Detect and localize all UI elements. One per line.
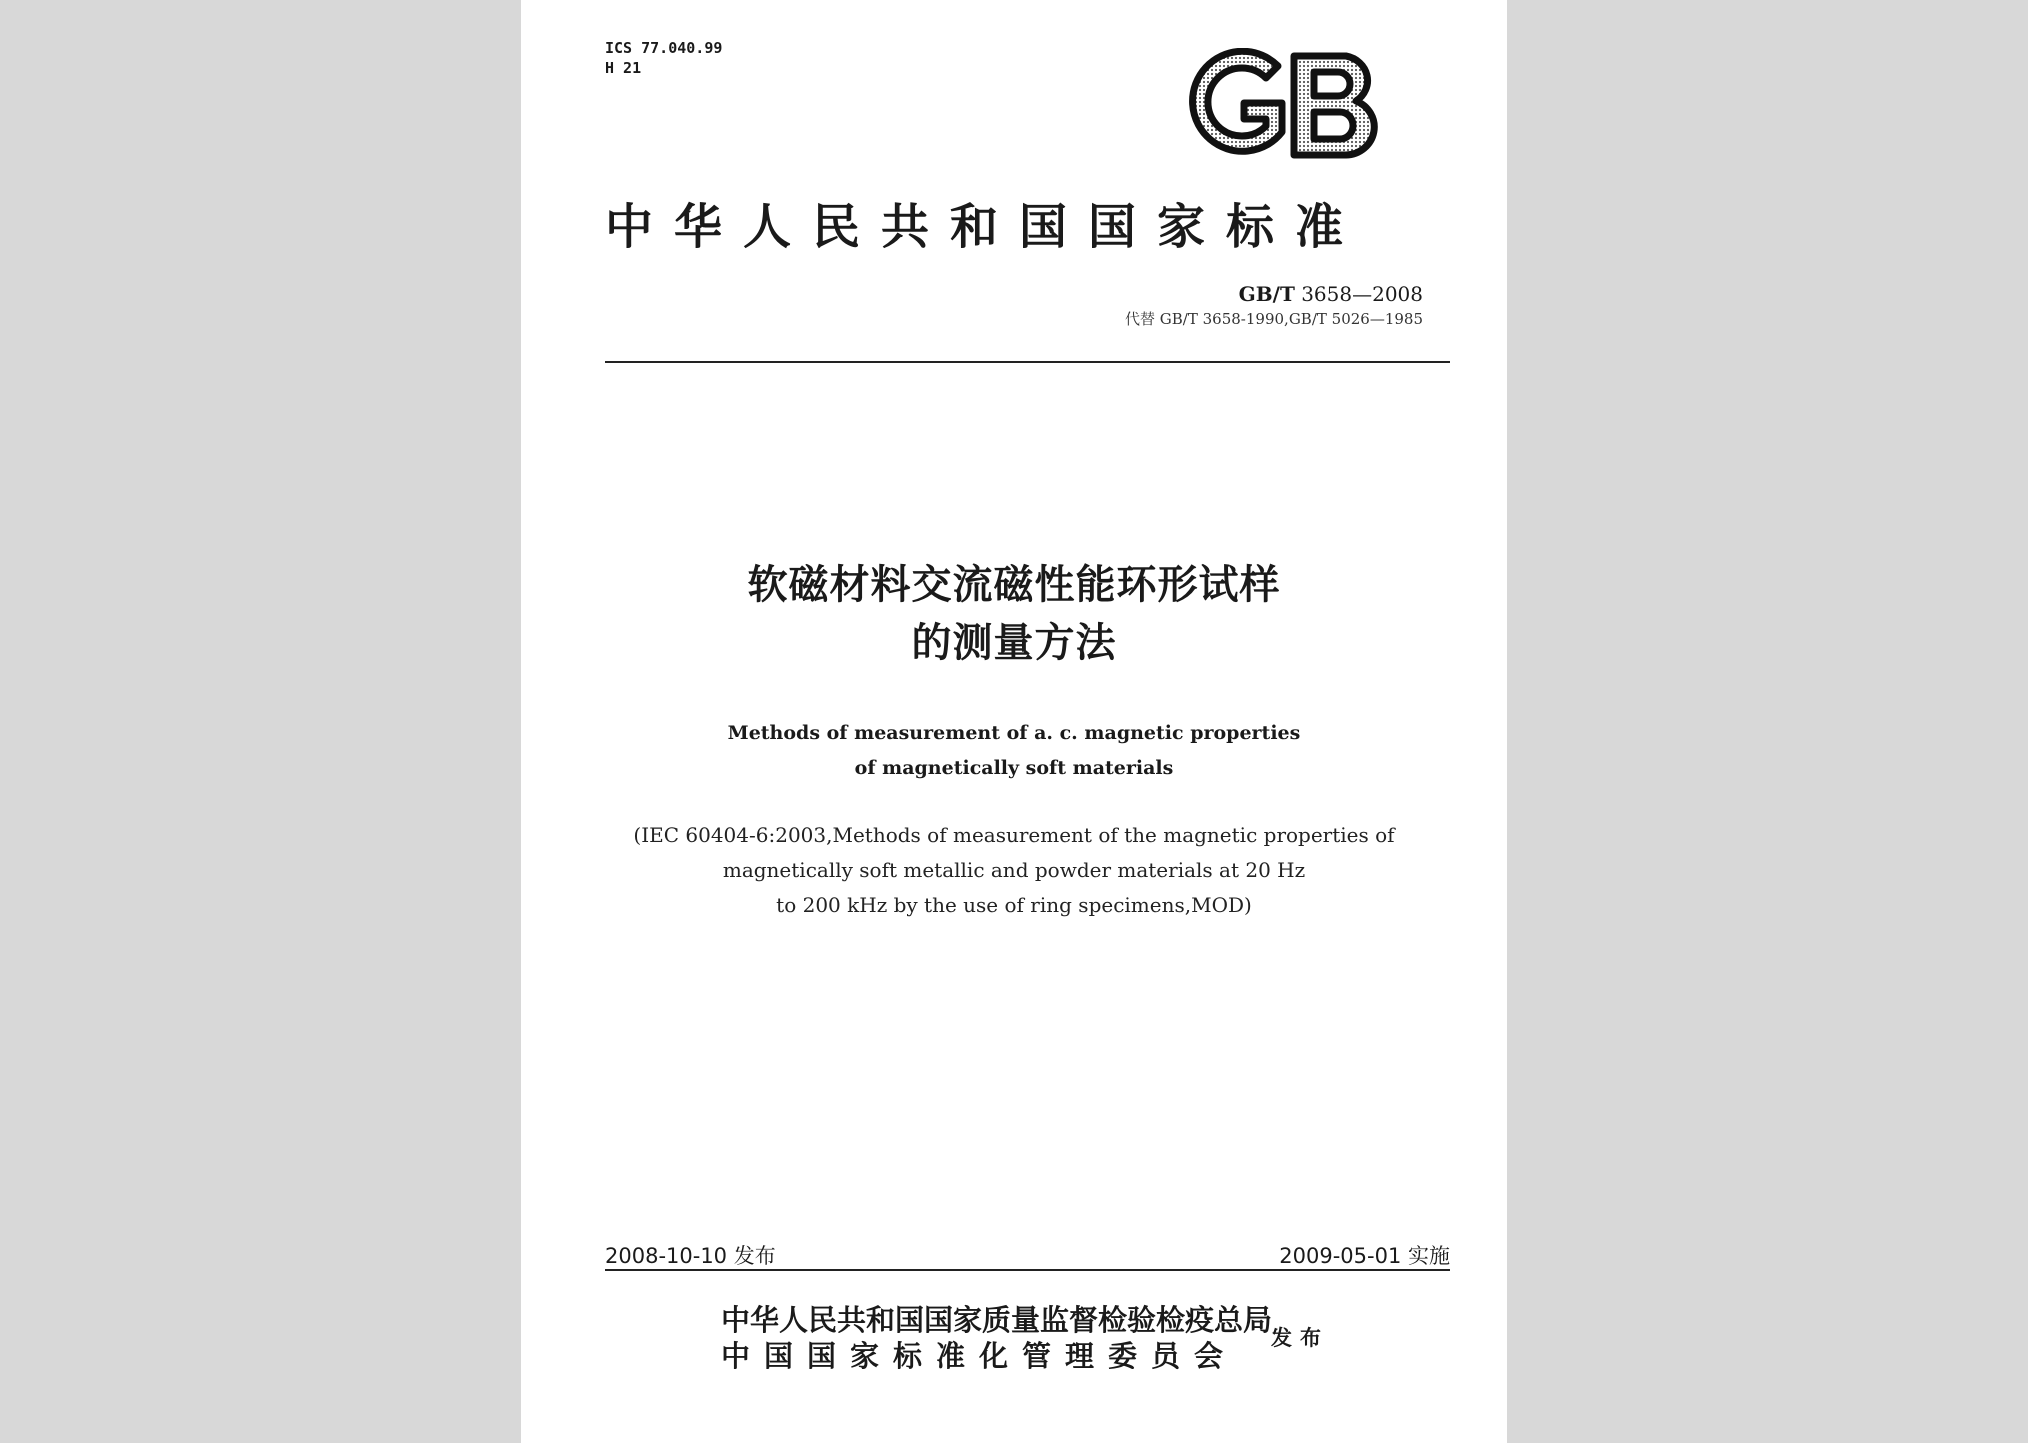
document-page	[521, 0, 1507, 1443]
ics-code: ICS 77.040.99	[605, 39, 723, 57]
gb-logo	[1186, 48, 1396, 163]
standard-code: 3658—2008	[1301, 282, 1423, 306]
chinese-title	[521, 556, 1507, 672]
issuer-line1: 中华人民共和国国家质量监督检验检疫总局	[721, 1303, 1273, 1337]
standard-prefix: GB/T	[1238, 282, 1295, 306]
footer-rule	[605, 1269, 1450, 1271]
iec-reference	[521, 818, 1507, 923]
iec-reference-line1: (IEC 60404-6:2003,Methods of measurement of the magnetic properties of	[633, 823, 1395, 847]
english-title	[521, 716, 1507, 786]
ccs-code: H 21	[605, 59, 642, 77]
classification-codes	[605, 38, 722, 78]
replaces-note: 代替 GB/T 3658-1990,GB/T 5026—1985	[1125, 310, 1423, 328]
iec-reference-line3: to 200 kHz by the use of ring specimens,MOD)	[776, 893, 1252, 917]
standard-number	[1239, 282, 1423, 306]
country-standard-heading: 中华人民共和国国家标准	[605, 199, 1365, 255]
publish-label: 发布	[1271, 1326, 1329, 1350]
header-rule	[605, 361, 1450, 363]
chinese-title-line2: 的测量方法	[911, 620, 1117, 666]
issuer-line2: 中国国家标准化管理委员会	[721, 1339, 1238, 1373]
issuing-authorities	[721, 1302, 1272, 1374]
english-title-line1: Methods of measurement of a. c. magnetic properties	[727, 722, 1301, 744]
english-title-line2: of magnetically soft materials	[854, 757, 1174, 779]
chinese-title-line1: 软磁材料交流磁性能环形试样	[747, 562, 1281, 608]
iec-reference-line2: magnetically soft metallic and powder materials at 20 Hz	[722, 858, 1306, 882]
issue-date: 2008-10-10 发布	[605, 1244, 776, 1268]
effective-date: 2009-05-01 实施	[1279, 1244, 1450, 1268]
